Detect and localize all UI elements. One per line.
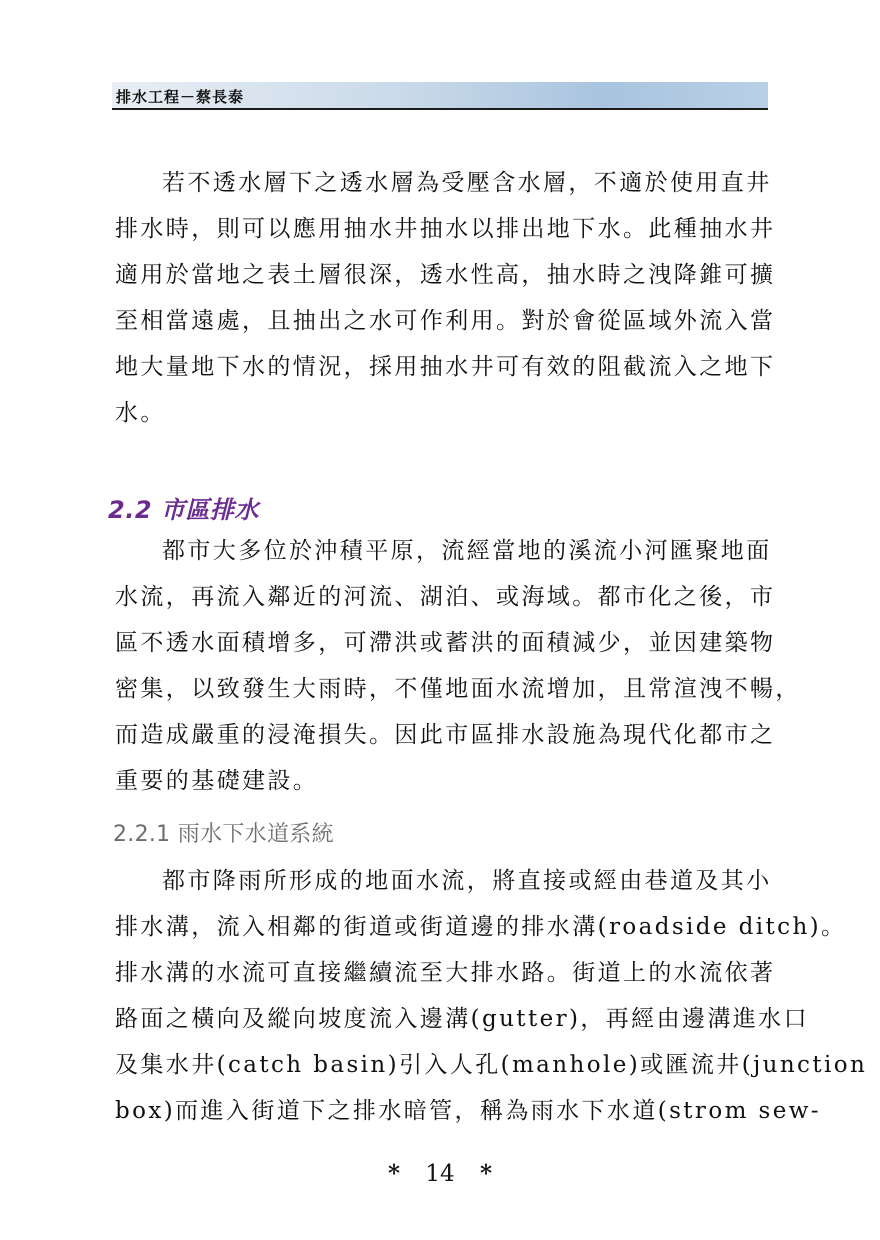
paragraph-line: 都市降雨所形成的地面水流，將直接或經由巷道及其小 <box>162 868 772 894</box>
running-header-band <box>112 82 768 110</box>
paragraph-line: 水。 <box>115 400 166 426</box>
subsection-heading: 2.2.1 雨水下水道系統 <box>113 822 334 847</box>
paragraph-line: 排水時，則可以應用抽水井抽水以排出地下水。此種抽水井 <box>115 216 776 242</box>
paragraph-line: 區不透水面積增多，可滯洪或蓄洪的面積減少，並因建築物 <box>115 630 776 656</box>
page-footer <box>0 1160 880 1187</box>
paragraph-2 <box>115 528 801 804</box>
paragraph-line: 路面之橫向及縱向坡度流入邊溝(gutter)，再經由邊溝進水口 <box>115 1006 809 1032</box>
paragraph-line: 適用於當地之表土層很深，透水性高，抽水時之洩降錐可擴 <box>115 262 776 288</box>
paragraph-1 <box>115 160 776 436</box>
paragraph-line: 及集水井(catch basin)引入人孔(manhole)或匯流井(junction <box>115 1052 868 1078</box>
page-number: 14 <box>425 1161 455 1187</box>
paragraph-line: 重要的基礎建設。 <box>115 768 319 794</box>
footer-star-right: * <box>479 1160 492 1187</box>
paragraph-line: 地大量地下水的情況，採用抽水井可有效的阻截流入之地下 <box>115 354 776 380</box>
paragraph-line: box)而進入街道下之排水暗管，稱為雨水下水道(strom sew- <box>115 1098 821 1124</box>
paragraph-line: 密集，以致發生大雨時，不僅地面水流增加，且常渲洩不暢， <box>115 676 801 702</box>
footer-star-left: * <box>388 1160 401 1187</box>
paragraph-3 <box>115 858 868 1134</box>
paragraph-line: 而造成嚴重的浸淹損失。因此市區排水設施為現代化都市之 <box>115 722 776 748</box>
paragraph-line: 水流，再流入鄰近的河流、湖泊、或海域。都市化之後，市 <box>115 584 776 610</box>
paragraph-line: 若不透水層下之透水層為受壓含水層，不適於使用直井 <box>162 170 772 196</box>
paragraph-line: 排水溝，流入相鄰的街道或街道邊的排水溝(roadside ditch)。 <box>115 914 847 940</box>
paragraph-line: 都市大多位於沖積平原，流經當地的溪流小河匯聚地面 <box>162 538 772 564</box>
running-header-title: 排水工程－蔡長泰 <box>116 88 245 106</box>
paragraph-line: 至相當遠處，且抽出之水可作利用。對於會從區域外流入當 <box>115 308 776 334</box>
section-heading: 2.2 市區排水 <box>108 496 259 524</box>
paragraph-line: 排水溝的水流可直接繼續流至大排水路。街道上的水流依著 <box>115 960 776 986</box>
